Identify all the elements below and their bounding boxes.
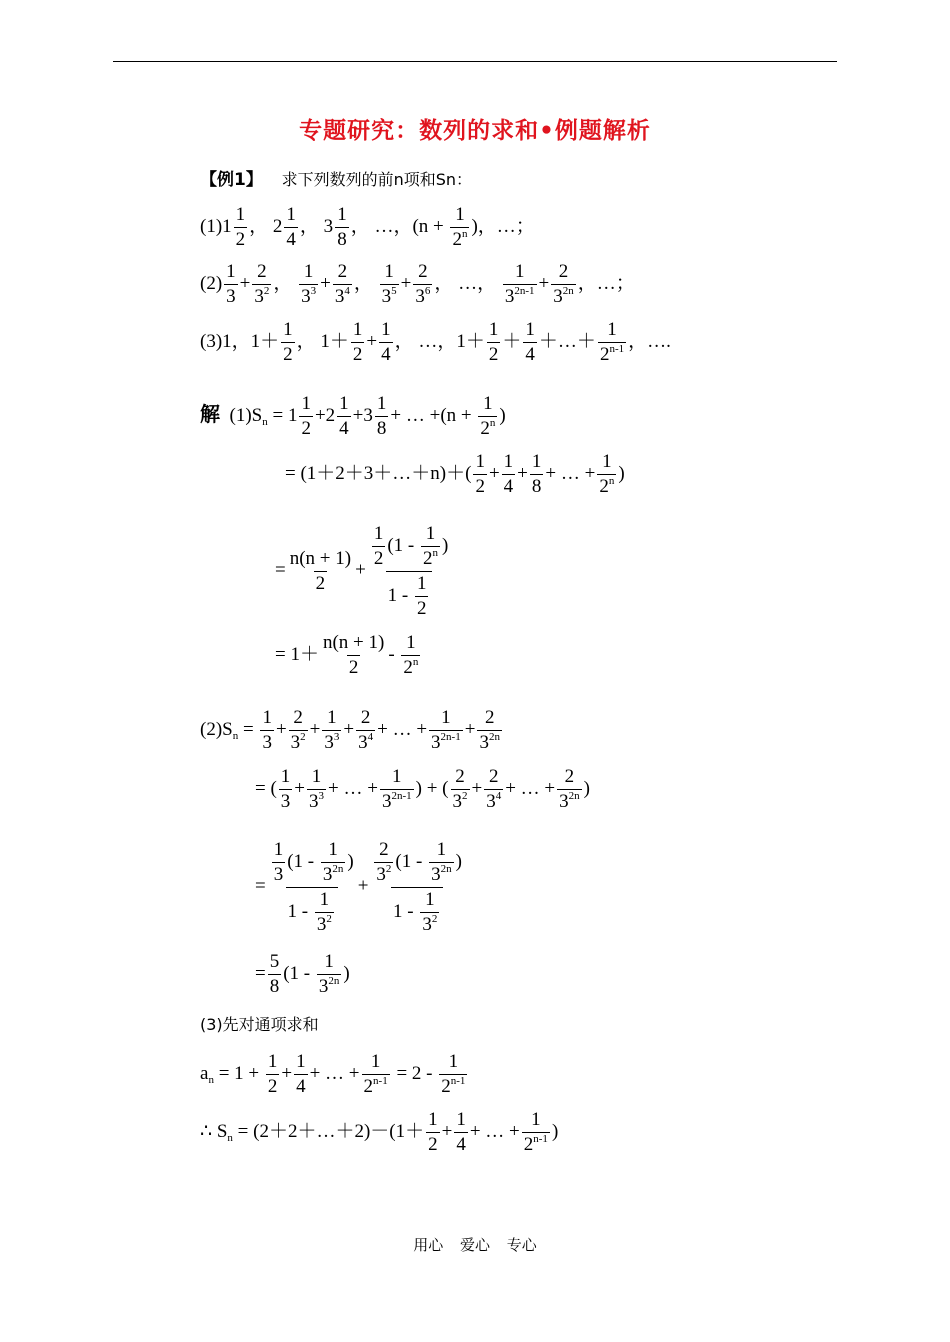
solution-1-line-4: = 1＋ $\frac{n(n + 1)}{2}$ - $\frac{1}{2^n}$ [275, 632, 419, 678]
page-footer [0, 1234, 950, 1255]
example-prompt: 求下列数列的前n项和Sn： [281, 170, 473, 189]
solution-label: 解 [200, 401, 220, 426]
example-tag: 【例1】 [200, 170, 263, 190]
solution-2-line-1: $(2)S_n$ = $\frac{1}{3}$ + $\frac{2}{3^2}$ + $\frac{1}{3^3}$ + $\frac{2}{3^4}$ + … + $\frac{1}{3^{2n-1}}$ + $\frac{2}{3^{2n}}$ [200, 707, 500, 753]
solution-1-line-3: = $\frac{n(n + 1)}{2}$ + $\frac{1}{2}$ (1 - $\frac{1}{2^n}$ ) 1 - $\frac{1}{2}$ [275, 523, 449, 619]
page-title: 专题研究：数列的求和•例题解析 [299, 118, 651, 144]
problem-3: (3)1，1＋ $\frac{1}{2}$ ， 1＋ $\frac{1}{2}$ + $\frac{1}{4}$ ， …，1＋ $\frac{1}{2}$ ＋ $\frac{1}{4}$ ＋…＋ $\frac{1}{2^{n-1}}$ ，…. [200, 319, 671, 365]
solution-2-line-4: = $\frac{5}{8}$ (1 - $\frac{1}{3^{2n}}$ ) [255, 951, 350, 997]
solution-1-line-1: 解 $(1)S_n = 1$ $\frac{1}{2}$ +2 $\frac{1}{4}$ +3 $\frac{1}{8}$ + … +(n + $\frac{1}{2^n}$ ) [200, 393, 506, 439]
problem-2: (2) $\frac{1}{3}$ + $\frac{2}{3^2}$ ， $\frac{1}{3^3}$ + $\frac{2}{3^4}$ ， $\frac{1}{3^5}$ + $\frac{2}{3^6}$ ， …， $\frac{1}{3^{2n-1}}$ + $\frac{2}{3^{2n}}$ ，…； [200, 261, 635, 307]
solution-3-line-1: $a_n = 1$ + $\frac{1}{2}$ + $\frac{1}{4}$ + … + $\frac{1}{2^{n-1}}$ = 2 - $\frac{1}{2^{n-1}}$ [200, 1051, 466, 1097]
solution-3-intro: (3)先对通项求和 [200, 1015, 319, 1034]
footer-word-2: 爱心 [459, 1236, 490, 1254]
solution-1-line-2: = (1＋2＋3＋…＋n)＋( $\frac{1}{2}$ + $\frac{1}{4}$ + $\frac{1}{8}$ + … + $\frac{1}{2^n}$ ) [285, 451, 625, 497]
solution-3-line-2: ∴ $S_n$ = (2＋2＋…＋2)－(1＋ $\frac{1}{2}$ + $\frac{1}{4}$ + … + $\frac{1}{2^{n-1}}$ ) [200, 1109, 559, 1155]
footer-word-1: 用心 [413, 1236, 444, 1254]
footer-word-3: 专心 [506, 1236, 537, 1254]
solution-2-line-2: = ( $\frac{1}{3}$ + $\frac{1}{3^3}$ + … + $\frac{1}{3^{2n-1}}$ ) + ( $\frac{2}{3^2}$ + $\frac{2}{3^4}$ + … + $\frac{2}{3^{2n}}$ ) [255, 766, 590, 812]
example-heading [200, 170, 472, 189]
solution-2-line-3: = $\frac{1}{3}$ (1 - $\frac{1}{3^{2n}}$ ) 1 - $\frac{1}{3^2}$ + $\frac{2}{3^2}$ (1 - $\frac{1}{3^{2n}}$ ) 1 - $\frac{1}{3^2}$ [255, 839, 462, 935]
problem-1: (1)1 $\frac{1}{2}$ ， 2 $\frac{1}{4}$ ， 3 $\frac{1}{8}$ ， …，(n + $\frac{1}{2^n}$ )，…； [200, 204, 535, 250]
header-rule [113, 61, 837, 62]
